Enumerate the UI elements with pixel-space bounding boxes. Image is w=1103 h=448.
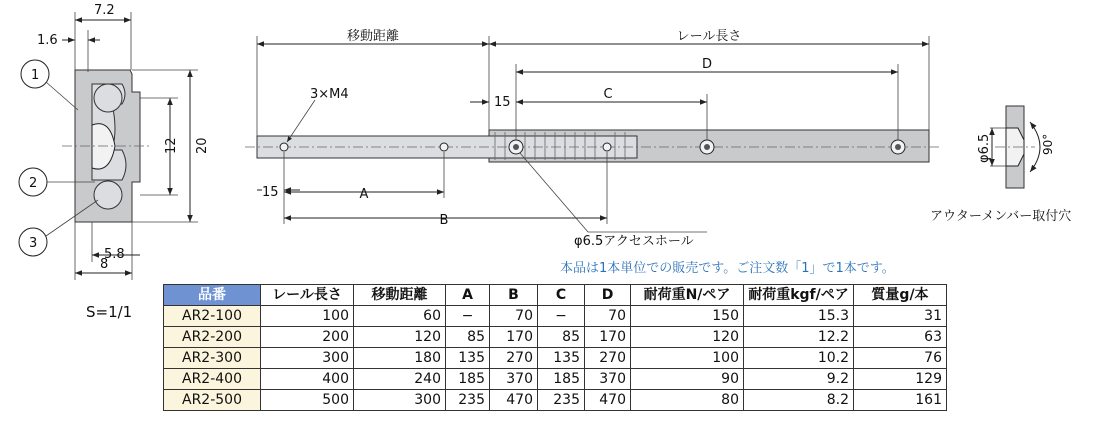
- dim-B-label: B: [439, 213, 449, 228]
- table-cell: 400: [261, 369, 354, 390]
- table-row: [164, 390, 947, 411]
- table-cell: 100: [261, 306, 354, 327]
- table-cell: AR2-100: [164, 306, 261, 327]
- table-row: [164, 348, 947, 369]
- table-cell: 60: [354, 306, 446, 327]
- end-view: [930, 106, 1071, 224]
- table-header-row: [164, 285, 947, 306]
- rail-length-label: レール長さ: [676, 29, 742, 44]
- table-header-cell: D: [585, 285, 631, 306]
- table-cell: 180: [354, 348, 446, 369]
- table-cell: 129: [854, 369, 947, 390]
- table-cell: AR2-200: [164, 327, 261, 348]
- screw-label: 3×M4: [310, 87, 349, 102]
- table-cell: 235: [538, 390, 585, 411]
- dim-15-left-label: 15: [262, 185, 279, 200]
- callout-3: 3: [29, 236, 38, 251]
- table-cell: −: [538, 306, 585, 327]
- table-cell: 185: [538, 369, 585, 390]
- table-header-cell: 品番: [164, 285, 261, 306]
- table-cell: 470: [490, 390, 538, 411]
- table-cell: 85: [538, 327, 585, 348]
- table-header-cell: 移動距離: [354, 285, 446, 306]
- table-cell: 10.2: [744, 348, 854, 369]
- table-row: [164, 327, 947, 348]
- table-cell: 185: [446, 369, 490, 390]
- table-cell: 135: [538, 348, 585, 369]
- dim-1-6-label: 1.6: [37, 33, 58, 48]
- scale-label: S=1/1: [86, 303, 133, 321]
- table-cell: 120: [631, 327, 744, 348]
- table-cell: 200: [261, 327, 354, 348]
- table-cell: 12.2: [744, 327, 854, 348]
- table-row: [164, 306, 947, 327]
- spec-table: [163, 284, 947, 411]
- dim-15-top-label: 15: [494, 95, 511, 110]
- table-row: [164, 369, 947, 390]
- table-cell: 240: [354, 369, 446, 390]
- table-cell: 170: [490, 327, 538, 348]
- angle-label: 90°: [1041, 133, 1055, 155]
- table-cell: 85: [446, 327, 490, 348]
- table-header-cell: A: [446, 285, 490, 306]
- dim-5-8-label: 5.8: [104, 247, 125, 262]
- dim-8-label: 8: [100, 257, 109, 272]
- table-cell: 135: [446, 348, 490, 369]
- table-cell: 370: [585, 369, 631, 390]
- table-cell: 15.3: [744, 306, 854, 327]
- table-cell: 270: [490, 348, 538, 369]
- travel-distance-label: 移動距離: [346, 29, 400, 44]
- table-cell: 70: [490, 306, 538, 327]
- table-cell: AR2-300: [164, 348, 261, 369]
- table-cell: 31: [854, 306, 947, 327]
- table-cell: 300: [354, 390, 446, 411]
- table-header-cell: B: [490, 285, 538, 306]
- table-cell: 63: [854, 327, 947, 348]
- table-header-cell: 質量g/本: [854, 285, 947, 306]
- table-cell: 470: [585, 390, 631, 411]
- side-view: [245, 28, 940, 249]
- dim-C-label: C: [603, 87, 613, 102]
- ball-lower: [94, 181, 122, 209]
- table-cell: AR2-500: [164, 390, 261, 411]
- sales-note: 本品は1本単位での販売です。ご注文数「1」で1本です。: [560, 261, 895, 276]
- table-cell: 161: [854, 390, 947, 411]
- table-cell: 170: [585, 327, 631, 348]
- table-cell: 150: [631, 306, 744, 327]
- dim-D-label: D: [701, 57, 713, 72]
- dim-A-label: A: [359, 187, 369, 202]
- outer-member-holes-label: アウターメンバー取付穴: [930, 209, 1072, 224]
- table-cell: 9.2: [744, 369, 854, 390]
- callout-1: 1: [31, 68, 40, 83]
- table-cell: 8.2: [744, 390, 854, 411]
- dim-7-2-label: 7.2: [94, 3, 115, 18]
- table-cell: 300: [261, 348, 354, 369]
- table-cell: 80: [631, 390, 744, 411]
- table-header-cell: レール長さ: [261, 285, 354, 306]
- table-cell: 100: [631, 348, 744, 369]
- table-header-cell: 耐荷重N/ペア: [631, 285, 744, 306]
- table-cell: 500: [261, 390, 354, 411]
- table-header-cell: 耐荷重kgf/ペア: [744, 285, 854, 306]
- dim-12-label: 12: [164, 137, 179, 154]
- cross-section-view: [19, 3, 210, 280]
- table-cell: 76: [854, 348, 947, 369]
- table-cell: −: [446, 306, 490, 327]
- table-cell: AR2-400: [164, 369, 261, 390]
- table-cell: 90: [631, 369, 744, 390]
- table-cell: 70: [585, 306, 631, 327]
- table-cell: 270: [585, 348, 631, 369]
- access-hole-label: φ6.5アクセスホール: [574, 234, 694, 249]
- table-body: [164, 306, 947, 411]
- table-cell: 120: [354, 327, 446, 348]
- table-cell: 235: [446, 390, 490, 411]
- table-cell: 370: [490, 369, 538, 390]
- ball-upper: [94, 84, 122, 112]
- dim-20-label: 20: [195, 137, 210, 154]
- table-header-cell: C: [538, 285, 585, 306]
- diameter-label: φ6.5: [977, 133, 992, 163]
- callout-2: 2: [29, 176, 38, 191]
